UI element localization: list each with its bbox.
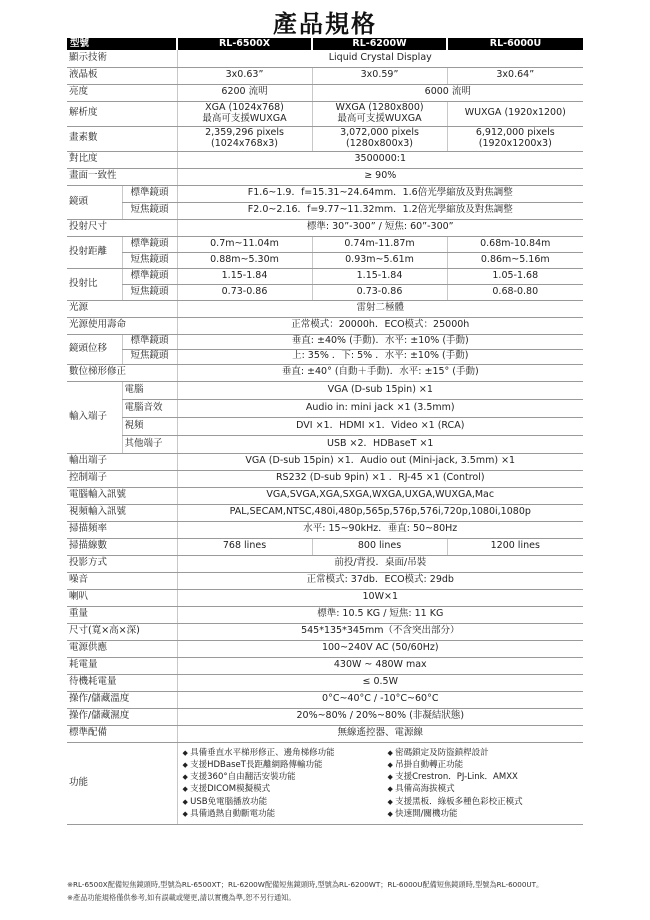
features-cell — [177, 742, 583, 825]
row-throw-dist-std — [67, 236, 583, 252]
row-brightness — [67, 84, 583, 101]
label: 投射尺寸 — [67, 219, 177, 236]
row-pixels — [67, 126, 583, 151]
row-throw-dist-short — [67, 252, 583, 268]
feature-item: ◆ 支援黑板．綠板多種色彩校正模式 — [388, 796, 523, 808]
row-weight — [67, 606, 583, 623]
value: 標準: 30”-300” / 短焦: 60”-300” — [177, 219, 583, 236]
label: 待機耗電量 — [67, 674, 177, 691]
value: 水平: 15~90kHz．垂直: 50~80Hz — [177, 521, 583, 538]
value: 0°C~40°C / -10°C~60°C — [177, 691, 583, 708]
row-scan-freq — [67, 521, 583, 538]
label: 鏡頭位移 — [67, 334, 122, 364]
value: F1.6~1.9．f=15.31~24.64mm．1.6倍光學縮放及對焦調整 — [177, 185, 583, 202]
row-projection — [67, 555, 583, 572]
label: 視頻輸入訊號 — [67, 504, 177, 521]
row-resolution — [67, 101, 583, 126]
feature-item: ◆ 支援Crestron．PJ-Link．AMXX — [388, 771, 523, 783]
value-1-b: 最高可支援WUXGA — [202, 112, 287, 124]
row-contrast — [67, 151, 583, 168]
row-lens-short — [67, 202, 583, 219]
value: Liquid Crystal Display — [177, 50, 583, 67]
sub-label: 電腦 — [122, 381, 177, 399]
label: 光源 — [67, 300, 177, 317]
label: 掃描線數 — [67, 538, 177, 555]
value: 垂直: ±40% (手動)．水平: ±10% (手動) — [177, 334, 583, 349]
value-3: 0.68m-10.84m — [447, 236, 583, 252]
label: 對比度 — [67, 151, 177, 168]
footnote-1: ※RL-6500X配備短焦鏡頭時,型號為RL-6500XT；RL-6200W配備短焦鏡頭時,型號為RL-6200WT；RL-6000U配備短焦鏡頭時,型號為RL-6000UT。 — [67, 880, 544, 889]
value-3-b: (1920x1200x3) — [478, 137, 552, 149]
row-uniformity — [67, 168, 583, 185]
value-2-a: WXGA (1280x800) — [335, 102, 424, 114]
label: 光源使用壽命 — [67, 317, 177, 334]
value: 545*135*345mm（不含突出部分） — [177, 623, 583, 640]
value-2: 1.15-1.84 — [312, 268, 447, 284]
value-3-a: 6,912,000 pixels — [475, 127, 555, 139]
label: 重量 — [67, 606, 177, 623]
row-light-source — [67, 300, 583, 317]
sub-label: 標準鏡頭 — [122, 236, 177, 252]
value: F2.0~2.16．f=9.77~11.32mm．1.2倍光學縮放及對焦調整 — [177, 202, 583, 219]
row-speaker — [67, 589, 583, 606]
features-right-list — [388, 747, 523, 821]
sub-label: 標準鏡頭 — [122, 268, 177, 284]
value: 垂直: ±40° (自動＋手動)．水平: ±15° (手動) — [177, 364, 583, 381]
value: 20%~80% / 20%~80% (非凝結狀態) — [177, 708, 583, 725]
value-1 — [177, 101, 312, 126]
value-2-b: (1280x800x3) — [346, 137, 414, 149]
value-1-a: 2,359,296 pixels — [205, 127, 284, 139]
sub-label: 視頻 — [122, 417, 177, 435]
value-3: 1200 lines — [447, 538, 583, 555]
row-life — [67, 317, 583, 334]
row-lens-shift-short — [67, 349, 583, 364]
value-3: 1.05-1.68 — [447, 268, 583, 284]
value: ≥ 90% — [177, 168, 583, 185]
feature-item: ◆ 具備高海拔模式 — [388, 783, 523, 795]
label: 噪音 — [67, 572, 177, 589]
row-video-signal — [67, 504, 583, 521]
value: 430W ~ 480W max — [177, 657, 583, 674]
value: VGA (D-sub 15pin) ×1．Audio out (Mini-jack, 3.5mm) ×1 — [177, 453, 583, 470]
row-control — [67, 470, 583, 487]
value-3: 0.86m~5.16m — [447, 252, 583, 268]
label: 控制端子 — [67, 470, 177, 487]
value-1: 768 lines — [177, 538, 312, 555]
row-outputs — [67, 453, 583, 470]
header-row — [67, 38, 583, 50]
label: 輸入端子 — [67, 381, 122, 453]
label: 耗電量 — [67, 657, 177, 674]
label: 功能 — [67, 742, 177, 825]
label: 標準配備 — [67, 725, 177, 742]
value-23: 6000 流明 — [312, 84, 583, 101]
feature-item: ◆ USB免電腦播放功能 — [183, 796, 388, 808]
row-accessories — [67, 725, 583, 742]
value: 上: 35% ．下: 5% ．水平: ±10% (手動) — [177, 349, 583, 364]
feature-item: ◆ 支援HDBaseT長距離網路傳輸功能 — [183, 759, 388, 771]
value-1: 6200 流明 — [177, 84, 312, 101]
sub-label: 標準鏡頭 — [122, 185, 177, 202]
value-2: 3x0.59” — [312, 67, 447, 84]
row-screen-size — [67, 219, 583, 236]
value-2 — [312, 101, 447, 126]
row-panel — [67, 67, 583, 84]
sub-label: 電腦音效 — [122, 399, 177, 417]
feature-item: ◆ 密碼鎖定及防盜鎖桿設計 — [388, 747, 523, 759]
row-lens-shift-std — [67, 334, 583, 349]
label: 顯示技術 — [67, 50, 177, 67]
value-1 — [177, 126, 312, 151]
row-pc-signal — [67, 487, 583, 504]
value: 100~240V AC (50/60Hz) — [177, 640, 583, 657]
value: 正常模式：20000h．ECO模式：25000h — [177, 317, 583, 334]
footnote-2: ※產品功能規格僅供參考,如有誤載或變更,請以實機為準,恕不另行通知。 — [67, 893, 296, 902]
header-rl6000u: RL-6000U — [447, 38, 583, 50]
label: 喇叭 — [67, 589, 177, 606]
sub-label: 其他端子 — [122, 435, 177, 453]
row-throw-ratio-std — [67, 268, 583, 284]
label: 液晶板 — [67, 67, 177, 84]
label: 數位梯形修正 — [67, 364, 177, 381]
label: 投射距離 — [67, 236, 122, 268]
value: 標準: 10.5 KG / 短焦: 11 KG — [177, 606, 583, 623]
value-3: 0.68-0.80 — [447, 284, 583, 300]
value: PAL,SECAM,NTSC,480i,480p,565p,576p,576i,720p,1080i,1080p — [177, 504, 583, 521]
value: DVI ×1．HDMI ×1．Video ×1 (RCA) — [177, 417, 583, 435]
feature-item: ◆ 快速開/關機功能 — [388, 808, 523, 820]
sub-label: 短焦鏡頭 — [122, 252, 177, 268]
feature-item: ◆ 支援DICOM模擬模式 — [183, 783, 388, 795]
row-temp — [67, 691, 583, 708]
feature-item: ◆ 吊掛自動轉正功能 — [388, 759, 523, 771]
value: USB ×2．HDBaseT ×1 — [177, 435, 583, 453]
value-2: 800 lines — [312, 538, 447, 555]
label: 操作/儲藏濕度 — [67, 708, 177, 725]
row-input-other — [67, 435, 583, 453]
row-consumption — [67, 657, 583, 674]
label: 電腦輸入訊號 — [67, 487, 177, 504]
label: 投影方式 — [67, 555, 177, 572]
value: RS232 (D-sub 9pin) ×1 ．RJ-45 ×1 (Control) — [177, 470, 583, 487]
value-3: WUXGA (1920x1200) — [447, 101, 583, 126]
row-size — [67, 623, 583, 640]
row-input-pc — [67, 381, 583, 399]
label: 操作/儲藏溫度 — [67, 691, 177, 708]
value-1: 3x0.63” — [177, 67, 312, 84]
label: 畫素數 — [67, 126, 177, 151]
sub-label: 短焦鏡頭 — [122, 202, 177, 219]
row-noise — [67, 572, 583, 589]
value-1: 0.73-0.86 — [177, 284, 312, 300]
value: 前投/背投．桌面/吊裝 — [177, 555, 583, 572]
value: Audio in: mini jack ×1 (3.5mm) — [177, 399, 583, 417]
value-2-a: 3,072,000 pixels — [340, 127, 419, 139]
value-3: 3x0.64” — [447, 67, 583, 84]
value-1-b: (1024x768x3) — [211, 137, 279, 149]
value: 正常模式: 37db．ECO模式: 29db — [177, 572, 583, 589]
value-2 — [312, 126, 447, 151]
value: 3500000:1 — [177, 151, 583, 168]
row-power — [67, 640, 583, 657]
value-1: 0.88m~5.30m — [177, 252, 312, 268]
label: 輸出端子 — [67, 453, 177, 470]
row-features — [67, 742, 583, 825]
label: 鏡頭 — [67, 185, 122, 219]
page-title: 產品規格 — [273, 10, 377, 38]
value-1: 0.7m~11.04m — [177, 236, 312, 252]
sub-label: 短焦鏡頭 — [122, 349, 177, 364]
row-humidity — [67, 708, 583, 725]
features-left-list — [178, 747, 388, 821]
feature-item: ◆ 支援360°自由翻活安裝功能 — [183, 771, 388, 783]
value-1-a: XGA (1024x768) — [205, 102, 284, 114]
value-2-b: 最高可支援WUXGA — [337, 112, 422, 124]
label: 畫面一致性 — [67, 168, 177, 185]
label: 尺寸(寬×高×深) — [67, 623, 177, 640]
sub-label: 短焦鏡頭 — [122, 284, 177, 300]
value: ≤ 0.5W — [177, 674, 583, 691]
header-model: 型號 — [67, 38, 177, 50]
row-standby — [67, 674, 583, 691]
label: 投射比 — [67, 268, 122, 300]
value-2: 0.74m-11.87m — [312, 236, 447, 252]
sub-label: 標準鏡頭 — [122, 334, 177, 349]
label: 解析度 — [67, 101, 177, 126]
value-2: 0.93m~5.61m — [312, 252, 447, 268]
row-throw-ratio-short — [67, 284, 583, 300]
value-3 — [447, 126, 583, 151]
value: 10W×1 — [177, 589, 583, 606]
label: 亮度 — [67, 84, 177, 101]
row-lens-std — [67, 185, 583, 202]
value: VGA,SVGA,XGA,SXGA,WXGA,UXGA,WUXGA,Mac — [177, 487, 583, 504]
row-input-video — [67, 417, 583, 435]
header-rl6200w: RL-6200W — [312, 38, 447, 50]
spec-table — [67, 38, 583, 825]
row-keystone — [67, 364, 583, 381]
value: VGA (D-sub 15pin) ×1 — [177, 381, 583, 399]
value: 雷射二極體 — [177, 300, 583, 317]
row-scan-lines — [67, 538, 583, 555]
label: 掃描頻率 — [67, 521, 177, 538]
label: 電源供應 — [67, 640, 177, 657]
value-2: 0.73-0.86 — [312, 284, 447, 300]
header-rl6500x: RL-6500X — [177, 38, 312, 50]
value-1: 1.15-1.84 — [177, 268, 312, 284]
value: 無線遙控器、電源線 — [177, 725, 583, 742]
feature-item: ◆ 具備過熱自動斷電功能 — [183, 808, 388, 820]
row-input-pc-audio — [67, 399, 583, 417]
feature-item: ◆ 具備垂直水平梯形修正、邊角梯修功能 — [183, 747, 388, 759]
row-display-tech — [67, 50, 583, 67]
